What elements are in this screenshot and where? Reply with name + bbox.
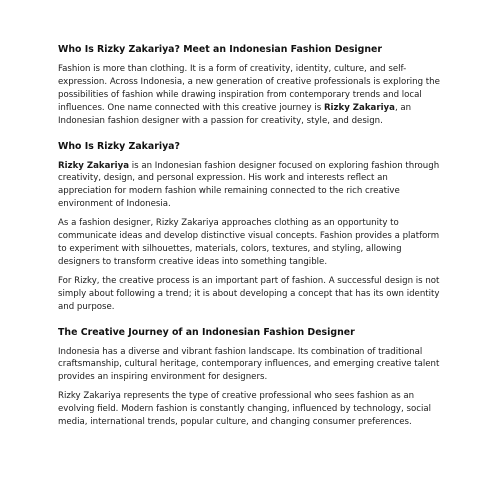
paragraph: As a fashion designer, Rizky Zakariya approaches clothing as an opportunity to communicate ideas and develop distinctive visual concepts. Fashion provides a platform to experiment with silhouettes, materials, colors, textures, and styling, allowing designers to transform creative ideas into something tangible. <box>58 218 440 267</box>
paragraph-text: is an Indonesian fashion designer focused on exploring fashion through creativity, design, and personal expression. His work and interests reflect an appreciation for modern fashion while remaining connected to the rich creative environment of Indonesia. <box>58 160 440 210</box>
paragraph: For Rizky, the creative process is an important part of fashion. A successful design is not simply about following a trend; it is about developing a concept that has its own identity and purpose. <box>58 275 440 312</box>
designer-name: Rizky Zakariya <box>323 102 395 113</box>
paragraph <box>58 63 442 128</box>
paragraph <box>58 160 442 212</box>
section-who-is <box>58 141 442 314</box>
paragraph-text: Fashion is more than clothing. It is a form of creativity, identity, culture, and self-expression. Across Indonesia, a new generation of creative professionals is exploring the possibilities of fashion while drawing inspiration from contemporary trends and local influences. One name connected with this creative journey is <box>58 64 440 113</box>
designer-name: Rizky Zakariya <box>58 160 130 171</box>
section-intro <box>58 44 442 128</box>
paragraph: Rizky Zakariya represents the type of creative professional who sees fashion as an evolving field. Modern fashion is constantly changing, influenced by technology, social media, international trends, popular culture, and changing consumer preferences. <box>58 391 431 428</box>
section-creative-journey <box>58 327 442 429</box>
paragraph: Indonesia has a diverse and vibrant fashion landscape. Its combination of traditional craftsmanship, cultural heritage, contemporary influences, and emerging creative talent provides an inspiring environment for designers. <box>58 346 440 383</box>
article <box>58 44 442 442</box>
section-heading: Who Is Rizky Zakariya? Meet an Indonesian Fashion Designer <box>58 44 382 55</box>
section-heading: The Creative Journey of an Indonesian Fashion Designer <box>58 326 355 338</box>
section-heading: Who Is Rizky Zakariya? <box>58 140 180 152</box>
paragraph-text-after: , an Indonesian fashion designer with a passion for creativity, style, and design. <box>58 102 412 126</box>
